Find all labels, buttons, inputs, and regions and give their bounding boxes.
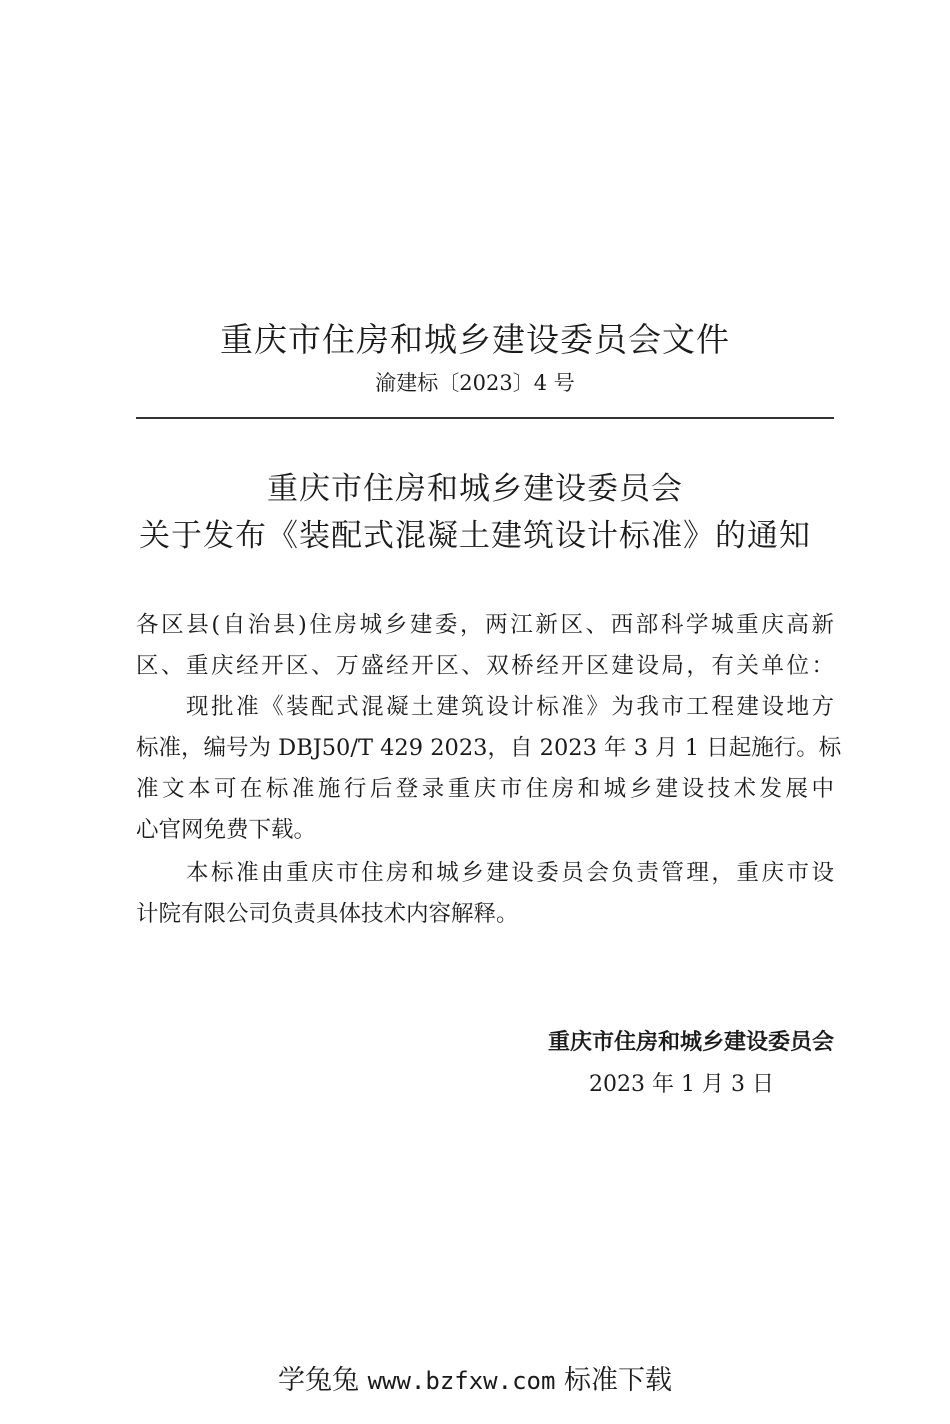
footer-url-link[interactable]: www.bzfxw.com	[367, 1367, 556, 1395]
body-text-line: 心官网免费下载。	[136, 817, 317, 843]
notice-title-line-2: 关于发布《装配式混凝土建筑设计标准》的通知	[139, 518, 811, 554]
signature-date: 2023 年 1 月 3 日	[589, 1072, 774, 1097]
signature-organization: 重庆市住房和城乡建设委员会	[547, 1029, 834, 1055]
body-text-line: 准文本可在标准施行后登录重庆市住房和城乡建设技术发展中	[136, 776, 834, 802]
body-text-line: 计院有限公司负责具体技术内容解释。	[136, 901, 519, 927]
document-number: 渝建标〔2023〕4 号	[375, 371, 575, 395]
footer-watermark	[0, 1363, 950, 1399]
body-text-line: 现批准《装配式混凝土建筑设计标准》为我市工程建设地方	[136, 694, 834, 720]
notice-title-line-1: 重庆市住房和城乡建设委员会	[267, 471, 683, 507]
footer-site-name: 学兔兔	[277, 1365, 359, 1396]
body-text-line: 本标准由重庆市住房和城乡建设委员会负责管理，重庆市设	[136, 860, 834, 886]
footer-tagline: 标准下载	[564, 1365, 673, 1396]
body-text-line: 各区县(自治县)住房城乡建委，两江新区、西部科学城重庆高新	[136, 612, 834, 638]
body-text-line: 标准，编号为 DBJ50/T 429 2023，自 2023 年 3 月 1 日起施行。标	[136, 735, 842, 761]
issuing-authority-header: 重庆市住房和城乡建设委员会文件	[220, 320, 730, 359]
header-divider	[136, 417, 834, 419]
body-text-line: 区、重庆经开区、万盛经开区、双桥经开区建设局，有关单位：	[136, 653, 834, 679]
